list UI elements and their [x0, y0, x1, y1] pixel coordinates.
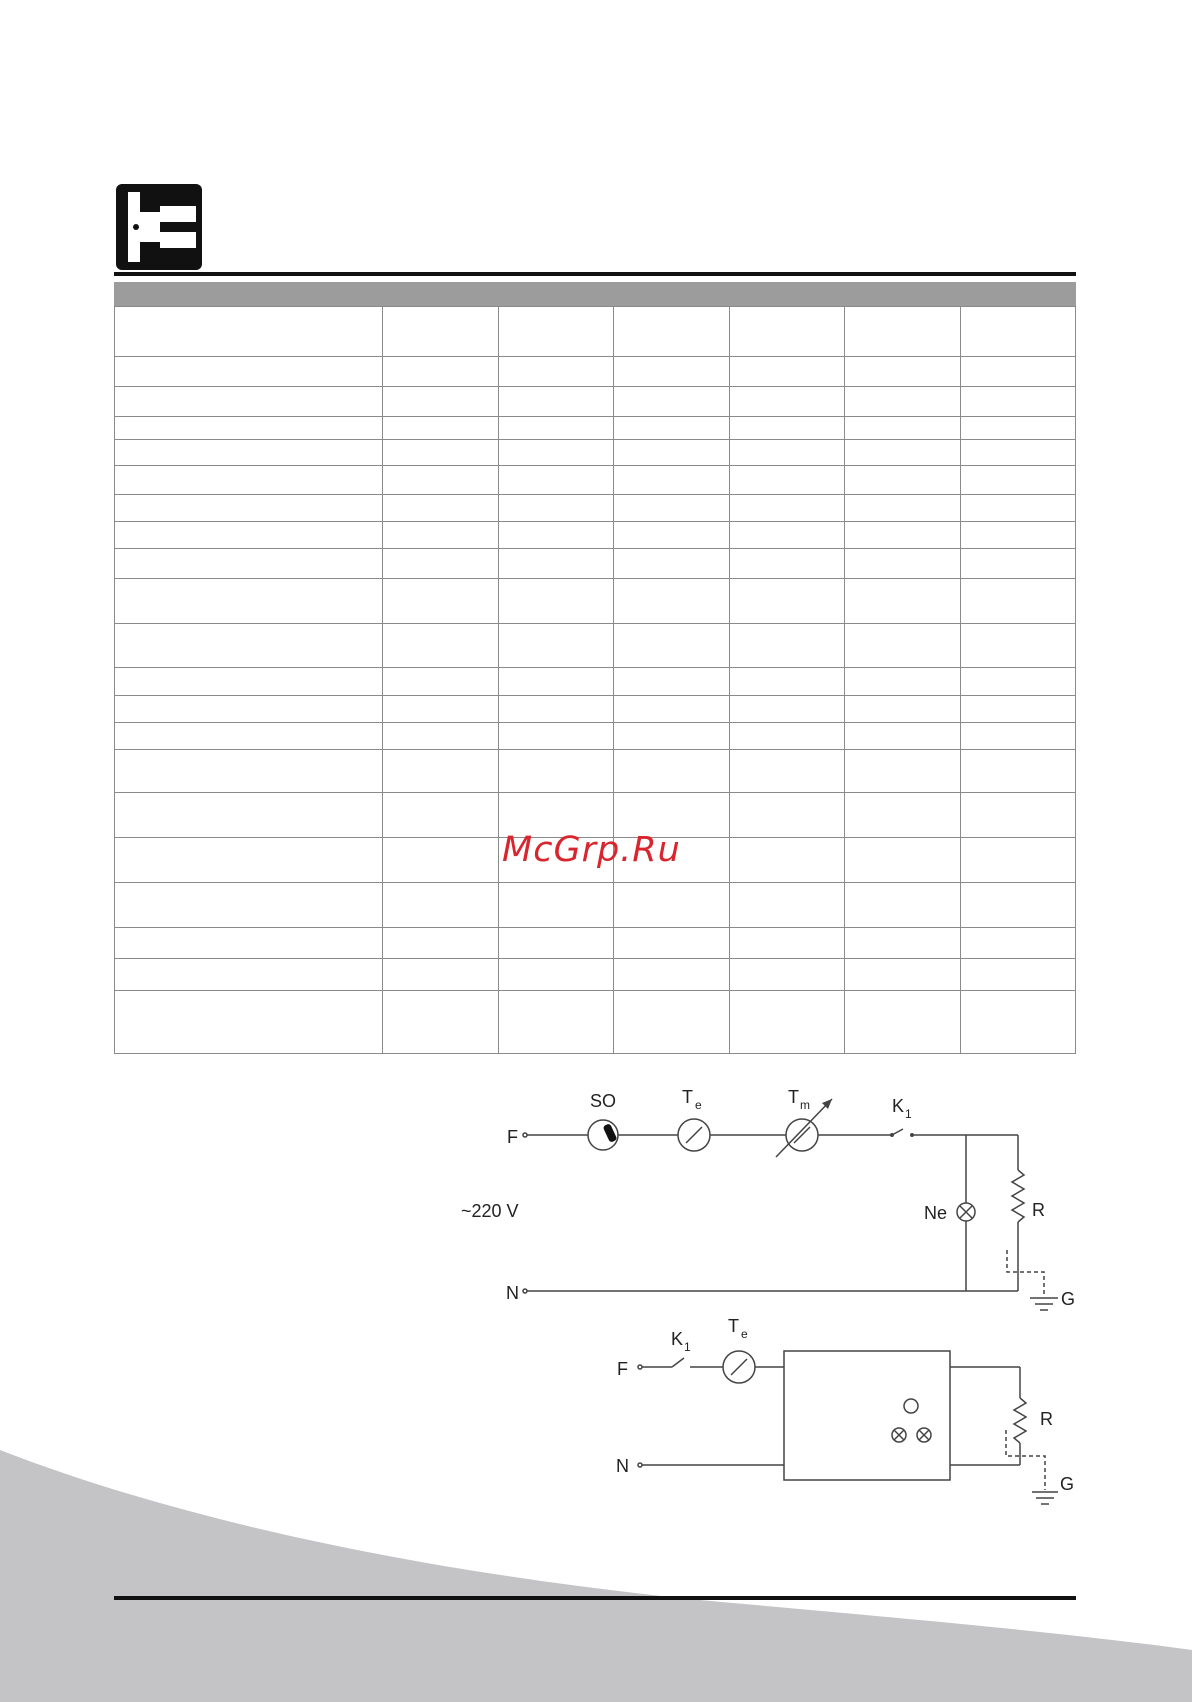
neutral-terminal-2	[638, 1463, 642, 1467]
label-tm-sub: m	[800, 1098, 810, 1112]
label-k1-sub: 1	[905, 1107, 912, 1121]
label-te-sub: e	[695, 1098, 702, 1112]
label-g-2: G	[1060, 1474, 1075, 1494]
label-k1: K	[892, 1096, 905, 1116]
label-tm: T	[788, 1087, 799, 1107]
neutral-terminal	[523, 1289, 527, 1293]
label-voltage: ~220 V	[461, 1201, 519, 1221]
label-g: G	[1061, 1289, 1076, 1309]
label-r-2: R	[1040, 1409, 1053, 1429]
diagram-1-components	[523, 1099, 975, 1293]
label-k1-sub-2: 1	[684, 1340, 691, 1354]
phase-terminal	[523, 1133, 527, 1137]
watermark: McGrp.Ru	[502, 830, 681, 870]
label-r: R	[1032, 1200, 1045, 1220]
label-n: N	[506, 1283, 519, 1303]
label-te: T	[682, 1087, 693, 1107]
label-n-2: N	[616, 1456, 629, 1476]
label-te-sub-2: e	[741, 1327, 748, 1341]
diagram-2	[642, 1351, 1058, 1504]
phase-terminal-2	[638, 1365, 642, 1369]
label-f-2: F	[617, 1359, 628, 1379]
indicator-lamp-icon	[904, 1399, 918, 1413]
label-ne: Ne	[924, 1203, 948, 1223]
diagram-1	[527, 1129, 1058, 1310]
label-te-2: T	[728, 1316, 739, 1336]
footer-rule	[114, 1596, 1076, 1600]
label-f: F	[507, 1127, 518, 1147]
label-k1-2: K	[671, 1329, 684, 1349]
label-so: SO	[590, 1091, 617, 1111]
